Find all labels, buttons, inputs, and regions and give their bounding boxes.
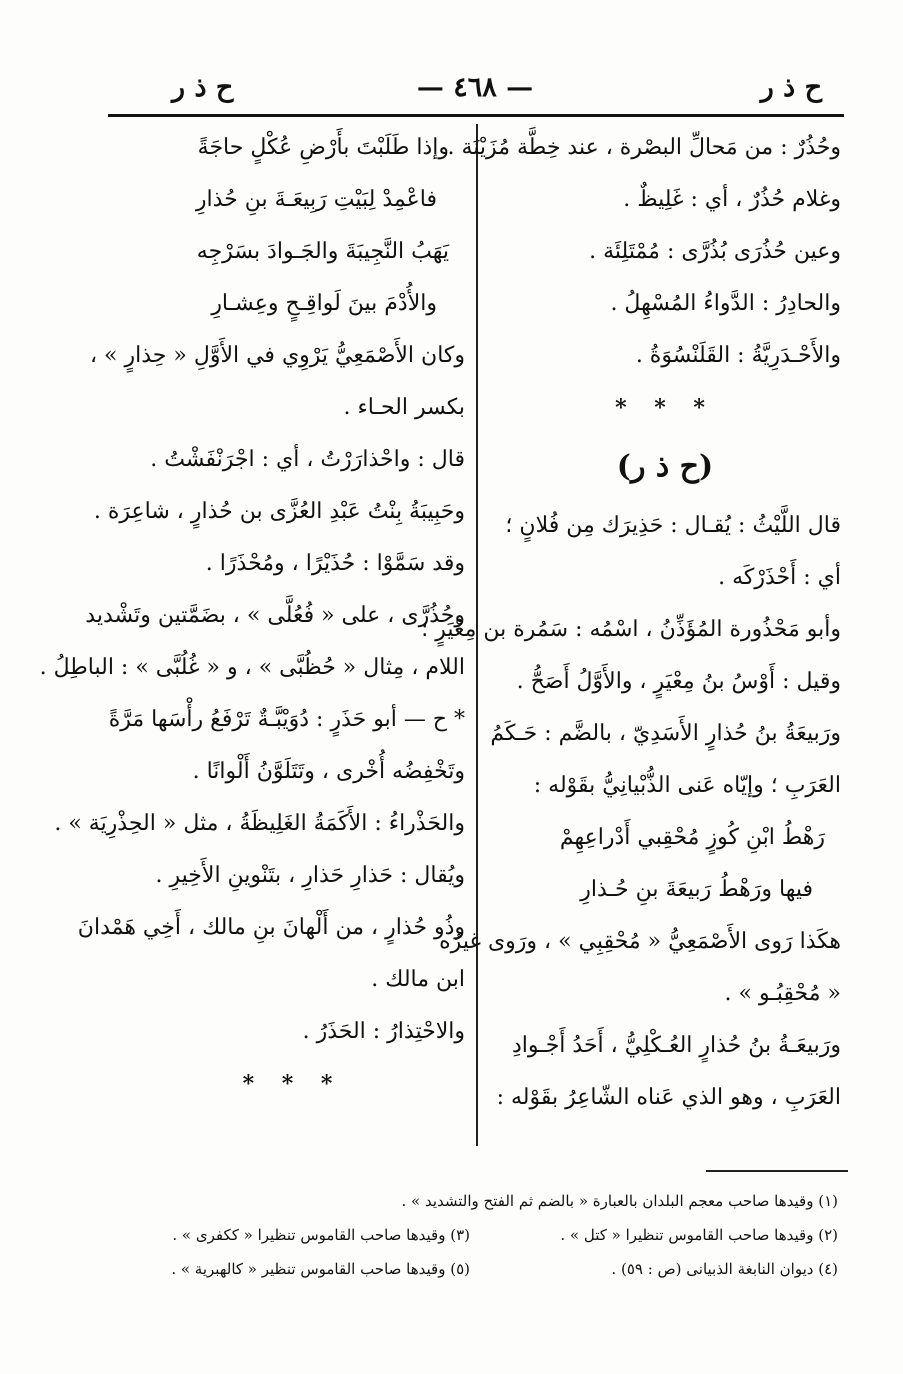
text-line: ويُقال : حَذارِ حَذارِ ، بتَنْوينِ الأَخِيرِ . [155, 863, 465, 888]
text-line: وكان الأَصْمَعِيُّ يَرْوِي في الأَوَّلِ « حِذارٍ » ، [89, 343, 465, 368]
text-line: وتَخْفِضُه أُخْرى ، وتَتَلَوَّنُ أَلْوانًا . [192, 759, 465, 784]
text-line: والأَحْـدَرِيَّةُ : القَلَنْسُوَةُ . [635, 343, 841, 368]
verse-line: وإذا طَلَبْتَ بأَرْضِ عُكْلٍ حاجَةً [197, 135, 449, 160]
text-line: ابن مالك . [371, 967, 465, 992]
text-line: قال اللَّيْثُ : يُقـال : حَذِيرَك مِن فُلانٍ ؛ [505, 513, 841, 538]
header-root-right: ح ذ ر [760, 72, 822, 103]
text-line: وأبو مَحْذُورة المُؤَذِّنُ ، اسْمُه : سَمُرة بن مِعْيَرٍ ؛ [421, 617, 841, 642]
text-line: وعين حُذُرَى بُذُرَّى : مُمْتَلِئَة . [589, 239, 841, 264]
footnote-5: (٥) وقيدها صاحب القاموس تنظير « كالهبرية » . [171, 1260, 470, 1278]
header-rule [108, 114, 844, 117]
verse-line: فاعْمِدْ لِبَيْتِ رَبِيعَـةَ بنِ حُذارِ [195, 187, 437, 212]
footnote-1: (١) وقيدها صاحب معجم البلدان بالعبارة « بالضم ثم الفتح والتشديد » . [401, 1192, 838, 1210]
footnote-row [108, 1184, 844, 1218]
text-line: والاحْتِذارُ : الحَذَرُ . [302, 1019, 465, 1044]
text-line: وغلام حُذُرٌ ، أي : غَلِيظٌ . [623, 187, 841, 212]
section-separator: * * * [615, 395, 715, 421]
text-line: العَرَبِ ؛ وإيّاه عَنى الذُّبْيانِيُّ بقَوْله : [533, 773, 841, 798]
entry-heading: (ح ذ ر) [616, 449, 714, 484]
verse-line: والأُدْمَ بينَ لَواقِـحٍ وعِشـارِ [211, 291, 437, 316]
text-line: ورَبيعَـةُ بنُ حُذارٍ العُـكْلِيُّ ، أَحَدُ أَجْـوادِ [511, 1033, 841, 1058]
section-separator: * * * [242, 1071, 343, 1097]
text-line: بكسر الحـاء . [343, 395, 465, 420]
header-root-left: ح ذ ر [172, 72, 234, 103]
text-line: والحادِرُ : الدَّواءُ المُسْهِلُ . [610, 291, 841, 316]
left-column [39, 122, 465, 1098]
text-line: اللام ، مِثال « حُظُبَّى » ، و « غُلُبَّى » : الباطِلُ . [39, 655, 465, 680]
verse-line: رَهْطُ ابْنِ كُوزٍ مُحْقِبي أَدْراعِهِمْ [559, 825, 825, 850]
text-line: ورَبيعَةُ بنُ حُذارٍ الأَسَدِيّ ، بالضَّم : حَـكَمُ [490, 721, 841, 746]
text-line: أي : أَحْذَرْكَه . [718, 565, 841, 590]
footnote-row [108, 1252, 844, 1286]
footnotes [108, 1184, 844, 1286]
page-number: — ٤٦٨ — [416, 72, 534, 103]
footnote-row [108, 1218, 844, 1252]
text-line: والحَذْراءُ : الأَكَمَةُ الغَلِيظَةُ ، مثل « الحِذْرِيَة » . [54, 811, 465, 836]
right-column [421, 122, 841, 1124]
text-line: وقيل : أَوْسُ بنُ مِعْيَرٍ ، والأَوَّلُ أَصَحُّ . [516, 669, 841, 694]
text-line: وذُو حُذارٍ ، من أَلْهانَ بنِ مالك ، أَخِي هَمْدانَ [77, 915, 465, 940]
footnote-3: (٣) وقيدها صاحب القاموس تنظيرا « ككفرى » . [172, 1226, 470, 1244]
footnote-4: (٤) ديوان النابغة الذبيانى (ص : ٥٩) . [611, 1260, 838, 1278]
text-line: قال : واحْذارَرْتُ ، أي : اجْرَنْفَشْتُ . [150, 447, 465, 472]
verse-line: يَهَبُ النَّجِيبَةَ والجَـوادَ بسَرْجِه [196, 239, 449, 264]
text-line: هكَذا رَوى الأَصْمَعِيُّ « مُحْقِبِي » ، ورَوى غيرُه [439, 929, 841, 954]
text-line: وحُذُرٌ : من مَحالِّ البصْرة ، عند خِطَّة مُزَيْنَة . [447, 135, 841, 160]
text-line: « مُحْقِبُـو » . [724, 981, 841, 1006]
text-line: وحَبِيبَةُ بِنْتُ عَبْدِ العُزَّى بن حُذارٍ ، شاعِرَة . [93, 499, 465, 524]
verse-line: فيها ورَهْطُ رَبيعَةَ بنِ حُـذارِ [580, 877, 813, 902]
page-header [110, 68, 840, 110]
text-line: * ح — أبو حَذَرٍ : دُوَيْبَّـةٌ تَرْفَعُ رأْسَها مَرَّةً [108, 707, 465, 732]
footnote-2: (٢) وقيدها صاحب القاموس تنظيرا « كتل » . [560, 1226, 838, 1244]
text-line: العَرَبِ ، وهو الذي عَناه الشّاعِرُ بقَوْله : [496, 1085, 841, 1110]
text-line: وقد سَمَّوْا : حُذَيْرًا ، ومُحْذَرًا . [205, 551, 465, 576]
footnote-rule [706, 1170, 848, 1172]
text-line: وحُذُرَّى ، على « فُعُلَّى » ، بضَمَّتين وتَشْديد [85, 603, 465, 628]
